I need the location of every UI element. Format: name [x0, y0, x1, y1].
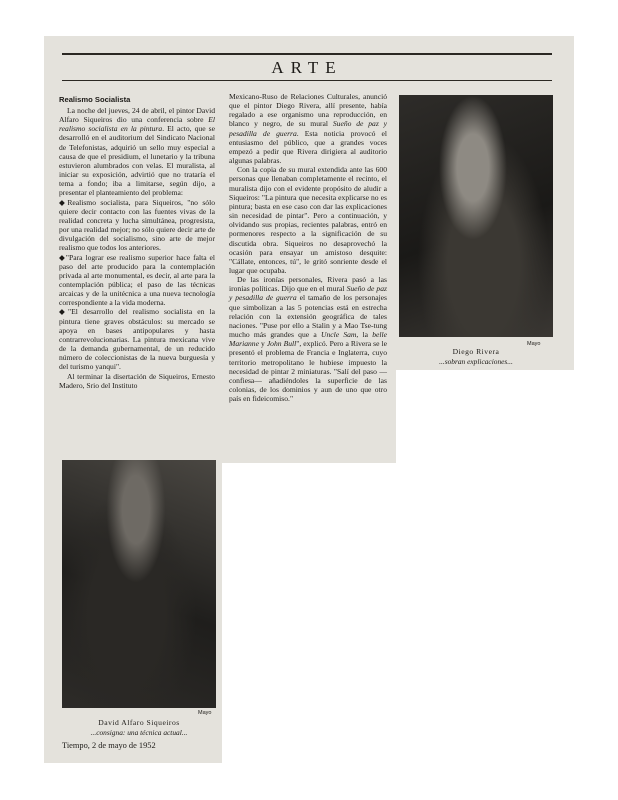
diamond-bullet-icon: ◆: [59, 307, 69, 317]
paragraph: Con la copia de su mural extendida ante las 600 personas que llenaban completamente el recinto, el muralista dijo con el evidente propósito de aludir a Siqueiros: "La pintura que necesita explicarse no es pintura; basta en ese caso con dar las explicaciones sin necesidad de pintar". Pero a continuación, y olvidando sus propias, recientes palabras, entró en pormenores respecto a la significación de su discutida obra. Siqueiros no desaprovechó la ocasión para ensayar un amistoso desquite: "Cállate, entonces, tú", le gritó sonriente desde el lugar que ocupaba.: [229, 165, 387, 275]
photo-diego-rivera: [399, 95, 553, 337]
header-rule-bottom: [62, 80, 552, 81]
photo-credit: Mayo: [527, 341, 541, 347]
header-rule-top: [62, 53, 552, 55]
paragraph: De las ironías personales, Rivera pasó a las ironías políticas. Dijo que en el mural Sueño de paz y pesadilla de guerra el tamaño de los personajes que simbolizan a las 5 potencias está en estrecha relación con la extensión geográfica de tales naciones. "Puse por ello a Stalin y a Mao Tse-tung mucho más grandes que a Uncle Sam, la belle Marianne y John Bull", explicó. Pero a Rivera se le presentó el problema de Francia e Inglaterra, cuyo territorio metropolitano le hubiese impuesto la necesidad de pintar 2 miniaturas. "Salí del paso —confiesa— añadiéndoles la superficie de las colonias, de los dominios y aun de uno que otro país en fideicomiso.": [229, 275, 388, 404]
photo-credit: Mayo: [198, 710, 212, 716]
section-title: ARTE: [271, 58, 343, 77]
paragraph: ◆"El desarrollo del realismo socialista en la pintura tiene graves obstáculos: su mercado se apoya en bases antipopulares y hasta contrarrevolucionarias. La pintura mexicana vive de la demanda gubernamental, de un reducido número de coleccionistas de la nueva burguesía y del turismo yanqui".: [59, 307, 215, 372]
diamond-bullet-icon: ◆: [59, 197, 68, 207]
caption-text-siqueiros: ...consigna: una técnica actual...: [90, 728, 188, 737]
caption-name-siqueiros: David Alfaro Siqueiros: [98, 718, 180, 727]
caption-text-rivera: ...sobran explicaciones...: [439, 357, 513, 366]
paragraph: Al terminar la disertación de Siqueiros, Ernesto Madero, Srio del Instituto: [59, 371, 215, 390]
source-citation: Tiempo, 2 de mayo de 1952: [62, 741, 156, 750]
paragraph: ◆"Para lograr ese realismo superior hace falta el paso del arte producido para la contemplación privada al arte monumental, es decir, al arte para la contemplación pública; el paso de las técnicas arcaicas y de la unitécnica a una nueva tecnología correspondiente a la vida moderna.: [59, 252, 216, 308]
article-column-2: [229, 92, 387, 403]
paragraph: Mexicano-Ruso de Relaciones Culturales, anunció que el pintor Diego Rivera, allí presente, había regalado a ese organismo una reproducción, en blanco y negro, de su mural Sueño de paz y pesadilla de guerra. Esta noticia provocó el entusiasmo del público, que a grandes voces empezó a pedir que Rivera dirigiera al auditorio algunas palabras.: [229, 92, 388, 166]
paragraph: La noche del jueves, 24 de abril, el pintor David Alfaro Siqueiros dio una conferencia sobre El realismo socialista en la pintura. El acto, que se desarrolló en el auditorium del Sindicato Nacional de Telefonistas, adquirió un sello muy especial a causa de que el presidium, el lunetario y la tribuna estuvieron alumbrados con velas. El muralista, al iniciar su exposición, advirtió que no trataría el tema a fondo; iba a limitarse, según dijo, a presentar el planteamiento del problema:: [59, 106, 216, 198]
paragraph: ◆Realismo socialista, para Siqueiros, "no sólo quiere decir contacto con las fuentes vivas de la realidad concreta y lucha simultánea, progresista, por una realidad mejor; no sólo quiere decir arte de divulgación del socialismo, sino arte de mejor realismo que todos los anteriores.: [59, 197, 215, 253]
article-subhead: Realismo Socialista: [59, 95, 131, 104]
article-column-1: [59, 106, 215, 390]
diamond-bullet-icon: ◆: [59, 252, 66, 262]
photo-david-alfaro-siqueiros: [62, 460, 216, 708]
caption-name-rivera: Diego Rivera: [452, 347, 500, 356]
